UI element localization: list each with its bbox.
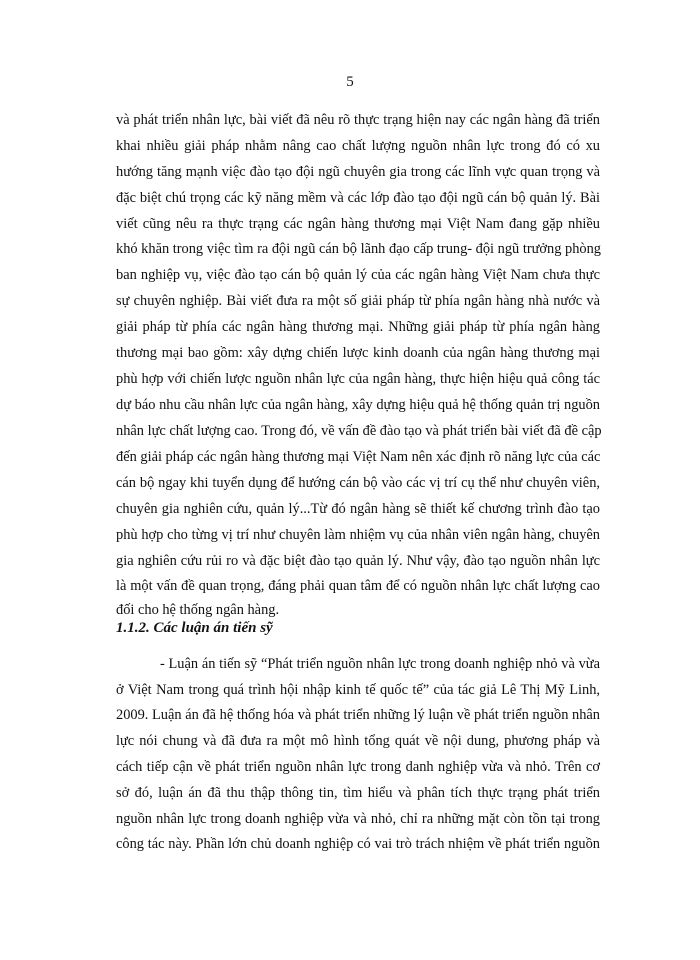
paragraph-line: - Luận án tiến sỹ “Phát triển nguồn nhân lực trong doanh nghiệp nhỏ và vừa bbox=[160, 656, 600, 672]
paragraph-line: phù hợp cho từng vị trí như chuyên làm nhiệm vụ của nhân viên ngân hàng, chuyên bbox=[116, 527, 600, 543]
paragraph-line: sự chuyên nghiệp. Bài viết đưa ra một số giải pháp từ phía ngân hàng nhà nước và bbox=[116, 293, 600, 309]
paragraph-line: lực nói chung và đã đưa ra một mô hình tổng quát về nội dung, phương pháp và bbox=[116, 733, 600, 749]
paragraph-line: ban nghiệp vụ, việc đào tạo cán bộ quản lý của các ngân hàng Việt Nam chưa thực bbox=[116, 267, 600, 283]
paragraph-line: chuyên gia nghiên cứu, quản lý...Từ đó ngân hàng sẽ thiết kế chương trình đào tạo bbox=[116, 501, 600, 517]
paragraph-line: phù hợp với chiến lược nguồn nhân lực của ngân hàng, thực hiện hiệu quả công tác bbox=[116, 371, 600, 387]
paragraph-line: đến giải pháp các ngân hàng thương mại Việt Nam nên xác định rõ năng lực của các bbox=[116, 449, 601, 465]
paragraph-line: nhân lực chất lượng cao. Trong đó, về vấn đề đào tạo và phát triển bài viết đã đề cập bbox=[116, 423, 602, 439]
paragraph-line: công tác này. Phần lớn chủ doanh nghiệp có vai trò trách nhiệm về phát triển nguồn bbox=[116, 836, 600, 852]
page-number: 5 bbox=[346, 74, 354, 90]
paragraph-line: sở đó, luận án đã thu thập thông tin, tìm hiểu và phân tích thực trạng phát triển bbox=[116, 785, 600, 801]
paragraph-line: hướng tăng mạnh việc đào tạo đội ngũ chuyên gia trong các lĩnh vực quan trọng và bbox=[116, 164, 600, 180]
paragraph-line: và phát triển nhân lực, bài viết đã nêu rõ thực trạng hiện nay các ngân hàng đã triển bbox=[116, 112, 600, 128]
paragraph-line: khó khăn trong việc tìm ra đội ngũ cán bộ lãnh đạo cấp trung- đội ngũ trưởng phòng bbox=[116, 241, 602, 257]
paragraph-line: thương mại bao gồm: xây dựng chiến lược kinh doanh của ngân hàng thương mại bbox=[116, 345, 600, 361]
paragraph-line: 2009. Luận án đã hệ thống hóa và phát triển những lý luận về phát triển nguồn nhân bbox=[116, 707, 600, 723]
paragraph-line: cán bộ ngay khi tuyển dụng để hướng cán bộ vào các vị trí cụ thể như chuyên viên, bbox=[116, 475, 600, 491]
paragraph-line: dự báo nhu cầu nhân lực của ngân hàng, xây dựng hiệu quả hệ thống quản trị nguồn bbox=[116, 397, 600, 413]
paragraph-line: giải pháp từ phía các ngân hàng thương mại. Những giải pháp từ phía ngân hàng bbox=[116, 319, 600, 335]
paragraph-line: khai nhiều giải pháp nhằm nâng cao chất lượng nguồn nhân lực trong đó có xu bbox=[116, 138, 600, 154]
paragraph-line: đặc biệt chú trọng các kỹ năng mềm và các lớp đào tạo đội ngũ cán bộ quản lý. Bài bbox=[116, 190, 600, 206]
paragraph-line: viết cũng nêu ra thực trạng các ngân hàng thương mại Việt Nam đang gặp nhiều bbox=[116, 216, 600, 232]
paragraph-line: là một vấn đề quan trọng, đáng phải quan tâm để có nguồn nhân lực chất lượng cao bbox=[116, 578, 600, 594]
paragraph-line: cách tiếp cận về phát triển nguồn nhân lực trong danh nghiệp vừa và nhỏ. Trên cơ bbox=[116, 759, 600, 775]
section-heading: 1.1.2. Các luận án tiến sỹ bbox=[116, 620, 273, 636]
paragraph-line: ở Việt Nam trong quá trình hội nhập kinh tế quốc tế” của tác giả Lê Thị Mỹ Linh, bbox=[116, 682, 600, 698]
paragraph-line: đối cho hệ thống ngân hàng. bbox=[116, 602, 280, 618]
paragraph-line: gia nghiên cứu rủi ro và đặc biệt đào tạo quản lý. Như vậy, đào tạo nguồn nhân lực bbox=[116, 553, 600, 569]
paragraph-line: nguồn nhân lực trong doanh nghiệp vừa và nhỏ, chỉ ra những mặt còn tồn tại trong bbox=[116, 811, 600, 827]
